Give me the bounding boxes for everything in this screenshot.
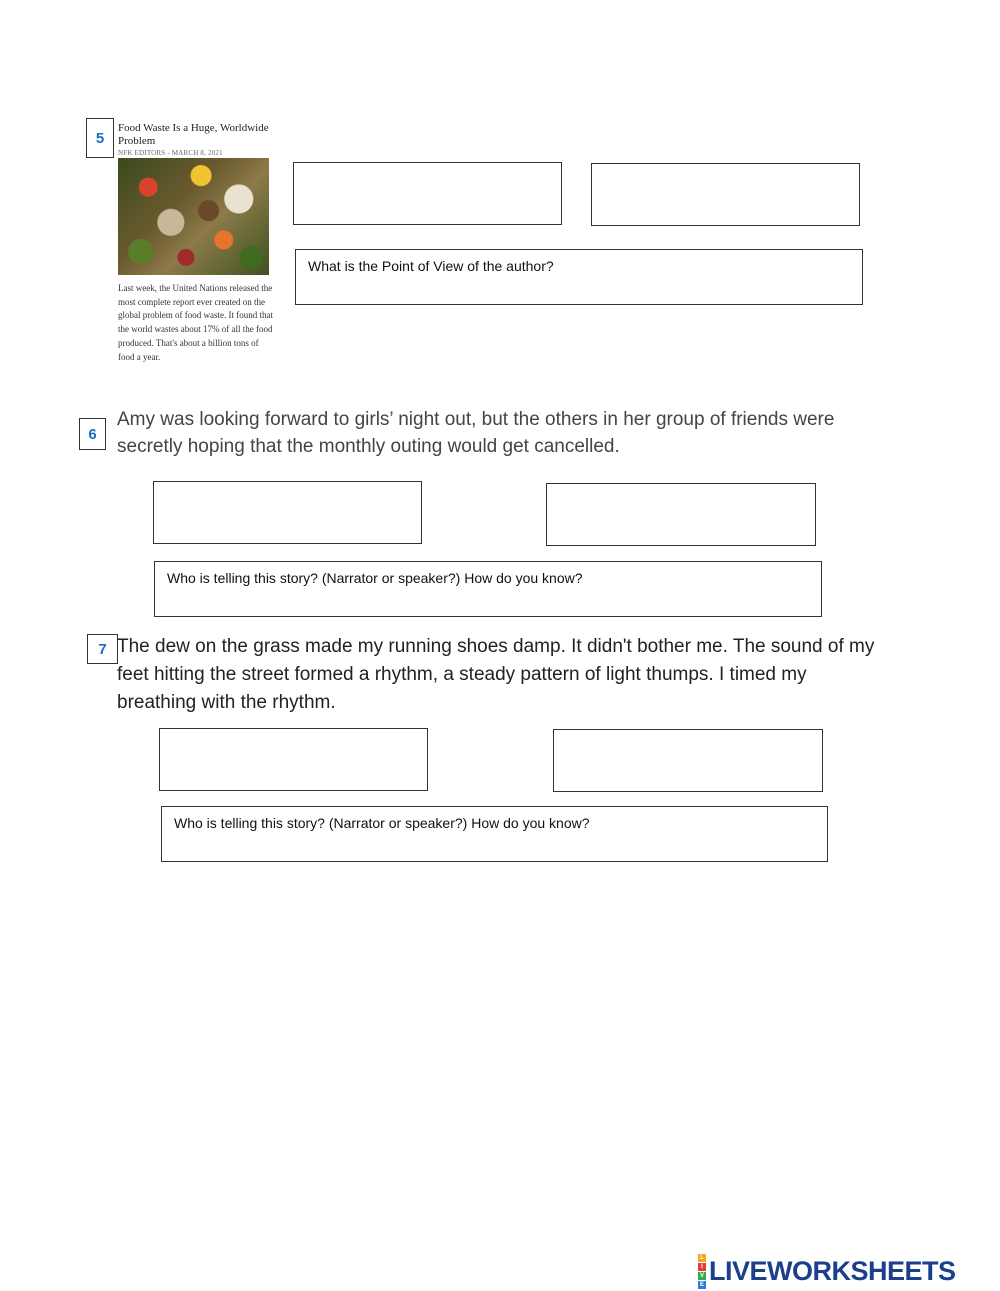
liveworksheets-logo[interactable] <box>698 1254 994 1288</box>
question-number-6: 6 <box>79 418 106 450</box>
question-box-7[interactable] <box>161 806 828 862</box>
passage-7: The dew on the grass made my running shoes damp. It didn't bother me. The sound of my feet hitting the street formed a rhythm, a steady pattern of light thumps. I timed my breathing with the rhythm. <box>117 636 875 713</box>
logo-cell: L <box>698 1254 706 1262</box>
passage-6: Amy was looking forward to girls’ night out, but the others in her group of friends were secretly hoping that the monthly outing would get cancelled. <box>117 409 835 457</box>
logo-cell: I <box>698 1263 706 1271</box>
logo-text: LIVEWORKSHEETS <box>709 1255 956 1286</box>
question-number-7: 7 <box>87 634 118 664</box>
answer-box-6a[interactable] <box>153 481 422 544</box>
question-box-6[interactable] <box>154 561 822 617</box>
food-waste-photo <box>118 158 269 275</box>
article-title: Food Waste Is a Huge, Worldwide Problem <box>118 122 269 147</box>
answer-box-5b[interactable] <box>591 163 860 226</box>
question-prompt-6: Who is telling this story? (Narrator or speaker?) How do you know? <box>167 570 583 586</box>
question-number-5: 5 <box>86 118 114 158</box>
answer-box-7a[interactable] <box>159 728 428 791</box>
article-body: Last week, the United Nations released the most complete report ever created on the global problem of food waste. It found that the world wastes about 17% of all the food produced. That's about a billion tons of food a year. <box>118 283 273 362</box>
logo-mark-icon <box>698 1254 706 1289</box>
answer-box-7b[interactable] <box>553 729 823 792</box>
answer-box-5a[interactable] <box>293 162 562 225</box>
article-byline: NFK EDITORS - MARCH 8, 2021 <box>118 149 223 157</box>
question-box-5[interactable] <box>295 249 863 305</box>
logo-cell: E <box>699 1281 704 1288</box>
question-prompt-5: What is the Point of View of the author? <box>308 258 554 274</box>
question-prompt-7: Who is telling this story? (Narrator or speaker?) How do you know? <box>174 815 590 831</box>
answer-box-6b[interactable] <box>546 483 816 546</box>
logo-cell: V <box>699 1272 704 1279</box>
